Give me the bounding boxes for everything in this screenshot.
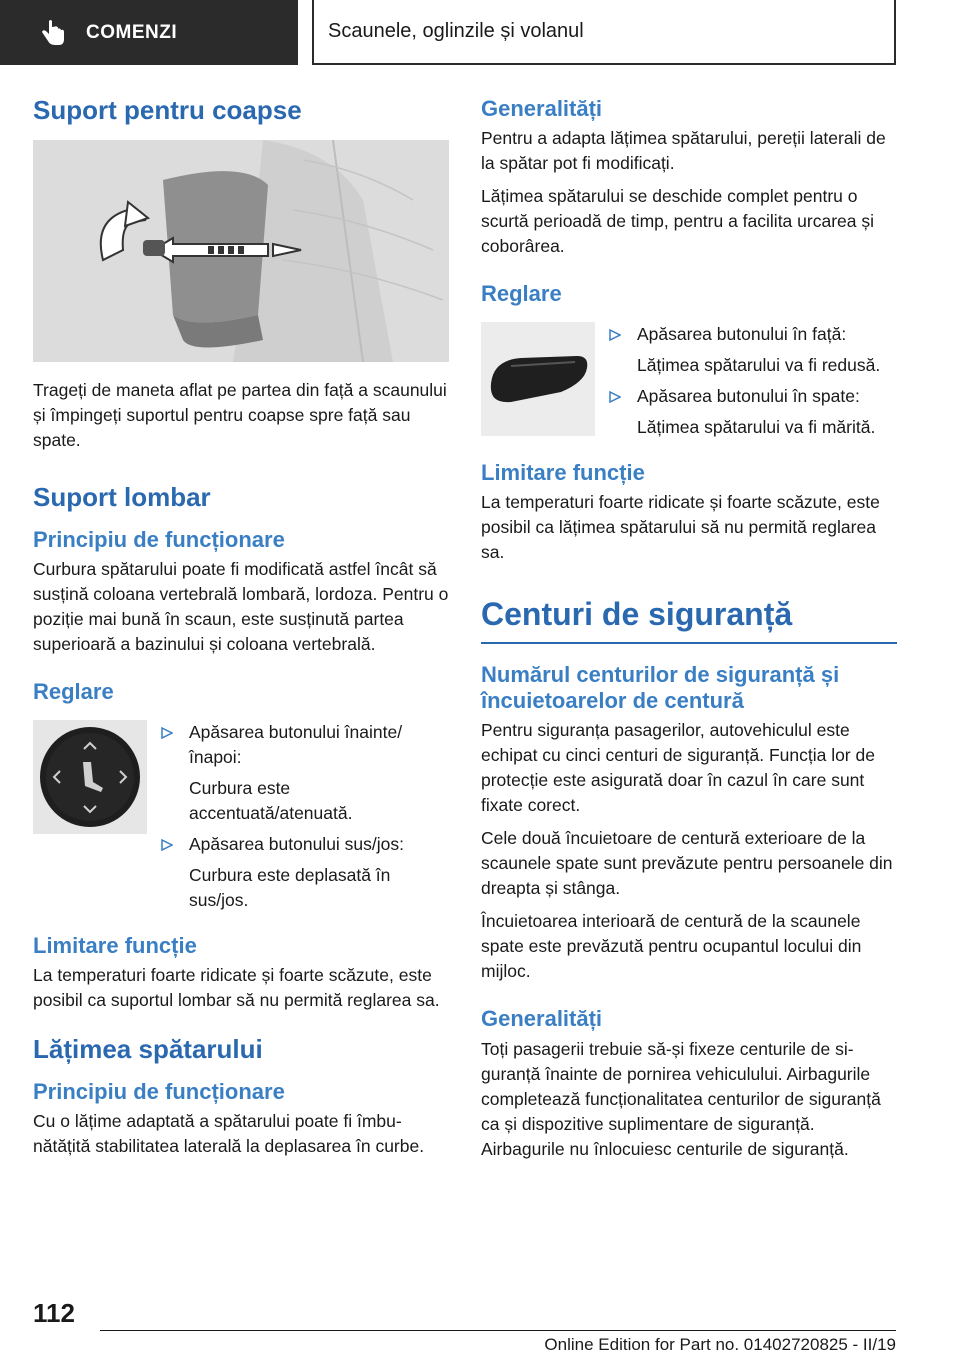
lumbar-item-action: Apăsarea butonului sus/jos: — [189, 833, 404, 854]
lumbar-button-image — [33, 720, 147, 834]
lumbar-limit-text: La temperaturi foarte ridicate și foarte scăzute, este posibil ca suportul lombar să nu permită reglarea sa. — [33, 964, 440, 1010]
belts-general-title: Generalități — [481, 1006, 603, 1032]
list-item — [161, 720, 449, 826]
lumbar-item-result: Curbura este deplasată în sus/jos. — [189, 864, 391, 910]
page-number: 112 — [33, 1298, 75, 1328]
width-control-icon — [481, 322, 595, 436]
width-item-result: Lățimea spătarului va fi mărită. — [637, 416, 876, 437]
chapter-tab-label: COMENZI — [86, 21, 178, 43]
lumbar-control-icon — [33, 720, 147, 834]
thigh-support-caption: Trageți de maneta aflat pe partea din față a scaunului și împingeți suportul pentru coapse spre față sau spate. — [33, 379, 447, 450]
width-adjust-title: Reglare — [481, 281, 562, 307]
list-item — [161, 832, 449, 913]
width-adjust-list — [609, 322, 897, 446]
belts-count-title: Numărul centurilor de siguranță și încuietoarelor de centură — [481, 661, 840, 713]
width-button-image — [481, 322, 595, 436]
triangle-bullet-icon — [161, 727, 173, 739]
lumbar-adjust-block — [33, 720, 449, 919]
belts-general-text: Toți pasagerii trebuie să-și fixeze centurile de siguranță înainte de pornirea vehiculului. Airbagurile completează funcționalitatea centurilor de siguranță ca și dispozitive suplimentare de siguranță. Airbagurile nu înlocuiesc centurile de siguranță. — [481, 1038, 881, 1159]
left-column — [33, 96, 449, 1167]
list-item — [609, 384, 897, 440]
chapter-tab[interactable] — [0, 0, 298, 65]
triangle-bullet-icon — [609, 329, 621, 341]
width-principle-text: Cu o lățime adaptată a spătarului poate fi îmbunătățită stabilitatea laterală la deplasarea în curbe. — [33, 1111, 425, 1157]
lumbar-item-result: Curbura este accentuată/atenuată. — [189, 777, 353, 823]
lumbar-limit-title: Limitare funcție — [33, 932, 197, 958]
seat-belts-title: Centuri de siguranță — [481, 595, 897, 643]
pointing-hand-icon — [40, 19, 66, 47]
thigh-support-illustration — [33, 140, 449, 362]
thigh-support-title: Suport pentru coapse — [33, 95, 302, 125]
width-general-title: Generalități — [481, 96, 603, 121]
triangle-bullet-icon — [161, 839, 173, 851]
width-principle-title: Principiu de funcționare — [33, 1078, 285, 1104]
belts-count-text-1: Pentru siguranța pasagerilor, autovehiculul este echipat cu cinci centuri de siguranță. Funcția lor de protecție este asigurată doar în cazul în care sunt fixate corect. — [481, 720, 875, 816]
triangle-bullet-icon — [609, 391, 621, 403]
width-limit-title: Limitare funcție — [481, 459, 645, 485]
width-general-text-1: Pentru a adapta lățimea spătarului, pereții laterali de la spătar pot fi modificați. — [481, 128, 886, 174]
lumbar-item-action: Apăsarea butonului înainte/înapoi: — [189, 721, 403, 767]
width-general-text-2: Lățimea spătarului se deschide complet pentru o scurtă perioadă de timp, pentru a facilita urcarea și coborârea. — [481, 186, 874, 257]
lumbar-support-title: Suport lombar — [33, 481, 211, 512]
section-header-title: Scaunele, oglinzile și volanul — [312, 0, 896, 65]
width-adjust-block — [481, 322, 897, 446]
belts-count-text-3: Încuietoarea interioară de centură de la scaunele spate este prevăzută pentru ocupantul locului din mijloc. — [481, 911, 862, 982]
right-column — [481, 96, 897, 1170]
width-limit-text: La temperaturi foarte ridicate și foarte scăzute, este posibil ca lățimea spătarului să nu permită reglarea sa. — [481, 492, 880, 563]
width-item-action: Apăsarea butonului în față: — [637, 323, 847, 344]
backrest-width-title: Lățimea spătarului — [33, 1033, 263, 1064]
footer-divider — [100, 1330, 896, 1331]
list-item — [609, 322, 897, 378]
lumbar-principle-text: Curbura spătarului poate fi modificată astfel încât să susțină coloana vertebrală lombară, lordoza. Pentru o poziție mai bună în scaun, este susținută partea superioară a bazinului și coloana vertebrală. — [33, 559, 449, 655]
seat-thigh-support-image — [33, 140, 449, 362]
lumbar-adjust-title: Reglare — [33, 679, 114, 705]
width-item-action: Apăsarea butonului în spate: — [637, 385, 860, 406]
footer-edition: Online Edition for Part no. 01402720825 - II/19 — [544, 1335, 896, 1354]
lumbar-adjust-list — [161, 720, 449, 919]
width-item-result: Lățimea spătarului va fi redusă. — [637, 354, 881, 375]
belts-count-text-2: Cele două încuietoare de centură exterioare de la scaunele spate sunt prevăzute pentru persoanele din dreapta și stânga. — [481, 828, 893, 899]
lumbar-principle-title: Principiu de funcționare — [33, 526, 285, 552]
